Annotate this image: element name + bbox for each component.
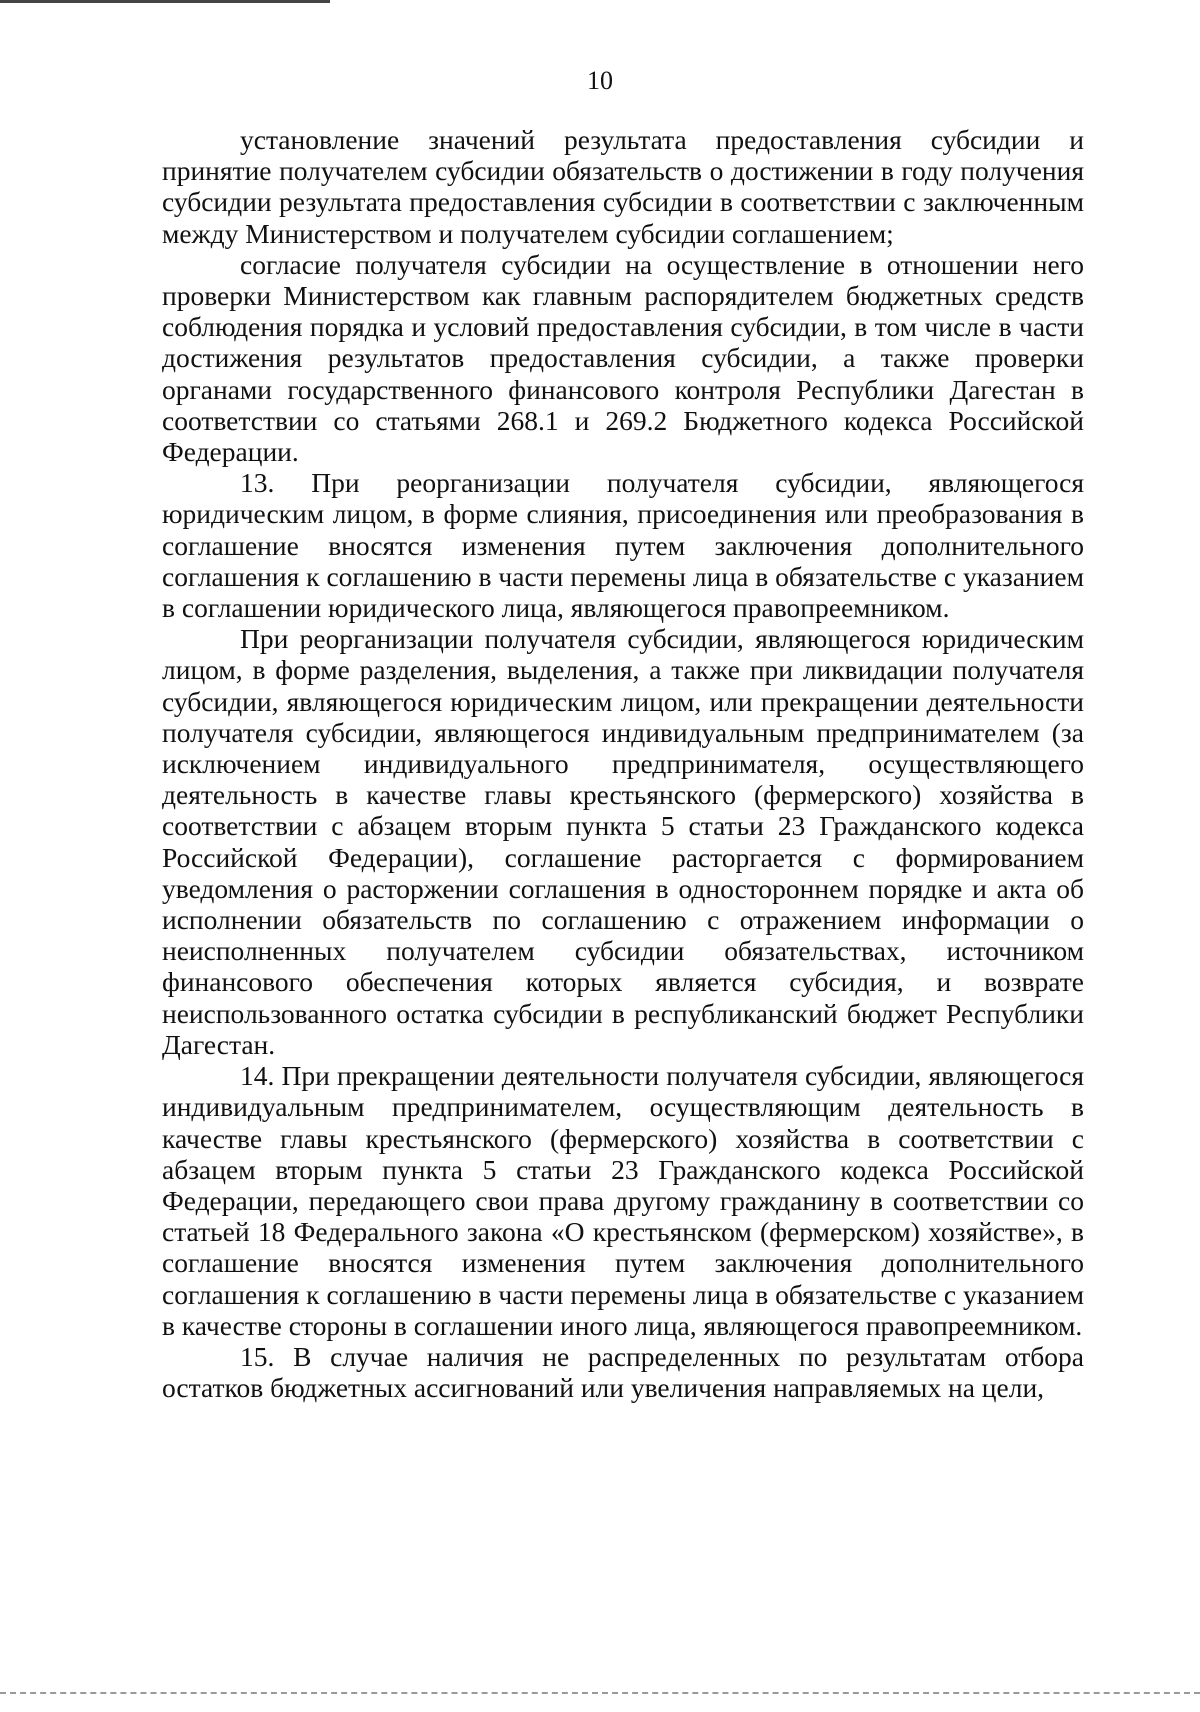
scan-edge-bottom xyxy=(0,1692,1200,1694)
paragraph-result-values: установление значений результата предоставления субсидии и принятие получателем субсидии обязательств о достижении в году получения субсидии результата предоставления субсидии в соответствии с заключенным между Министерством и получателем субсидии соглашением; xyxy=(162,124,1084,249)
paragraph-reorganization-division: При реорганизации получателя субсидии, являющегося юридическим лицом, в форме разделения, выделения, а также при ликвидации получателя субсидии, являющегося юридическим лицом, или прекращении деятельности получателя субсидии, являющегося индивидуальным предпринимателем (за исключением индивидуального предпринимателя, осуществляющего деятельность в качестве главы крестьянского (фермерского) хозяйства в соответствии с абзацем вторым пункта 5 статьи 23 Гражданского кодекса Российской Федерации), соглашение расторгается с формированием уведомления о расторжении соглашения в одностороннем порядке и акта об исполнении обязательств по соглашению с отражением информации о неисполненных получателем субсидии обязательствах, источником финансового обеспечения которых является субсидия, и возврате неиспользованного остатка субсидии в республиканский бюджет Республики Дагестан. xyxy=(162,623,1084,1060)
paragraph-14-farm-termination: 14. При прекращении деятельности получателя субсидии, являющегося индивидуальным предпринимателем, осуществляющим деятельность в качестве главы крестьянского (фермерского) хозяйства в соответствии с абзацем вторым пункта 5 статьи 23 Гражданского кодекса Российской Федерации, передающего свои права другому гражданину в соответствии со статьей 18 Федерального закона «О крестьянском (фермерском) хозяйстве», в соглашение вносятся изменения путем заключения дополнительного соглашения к соглашению в части перемены лица в обязательстве с указанием в качестве стороны в соглашении иного лица, являющегося правопреемником. xyxy=(162,1060,1084,1341)
page-number: 10 xyxy=(587,66,613,95)
paragraph-consent-audit: согласие получателя субсидии на осуществление в отношении него проверки Министерством как главным распорядителем бюджетных средств соблюдения порядка и условий предоставления субсидии, в том числе в части достижения результатов предоставления субсидии, а также проверки органами государственного финансового контроля Республики Дагестан в соответствии со статьями 268.1 и 269.2 Бюджетного кодекса Российской Федерации. xyxy=(162,248,1084,468)
scan-edge-top xyxy=(0,0,330,3)
document-body xyxy=(162,124,1084,1403)
paragraph-13-reorganization-merger: 13. При реорганизации получателя субсидии, являющегося юридическим лицом, в форме слияния, присоединения или преобразования в соглашение вносятся изменения путем заключения дополнительного соглашения к соглашению в части перемены лица в обязательстве с указанием в соглашении юридического лица, являющегося правопреемником. xyxy=(162,467,1084,624)
paragraph-15-undistributed-balances: 15. В случае наличия не распределенных по результатам отбора остатков бюджетных ассигнований или увеличения направляемых на цели, xyxy=(162,1340,1084,1404)
